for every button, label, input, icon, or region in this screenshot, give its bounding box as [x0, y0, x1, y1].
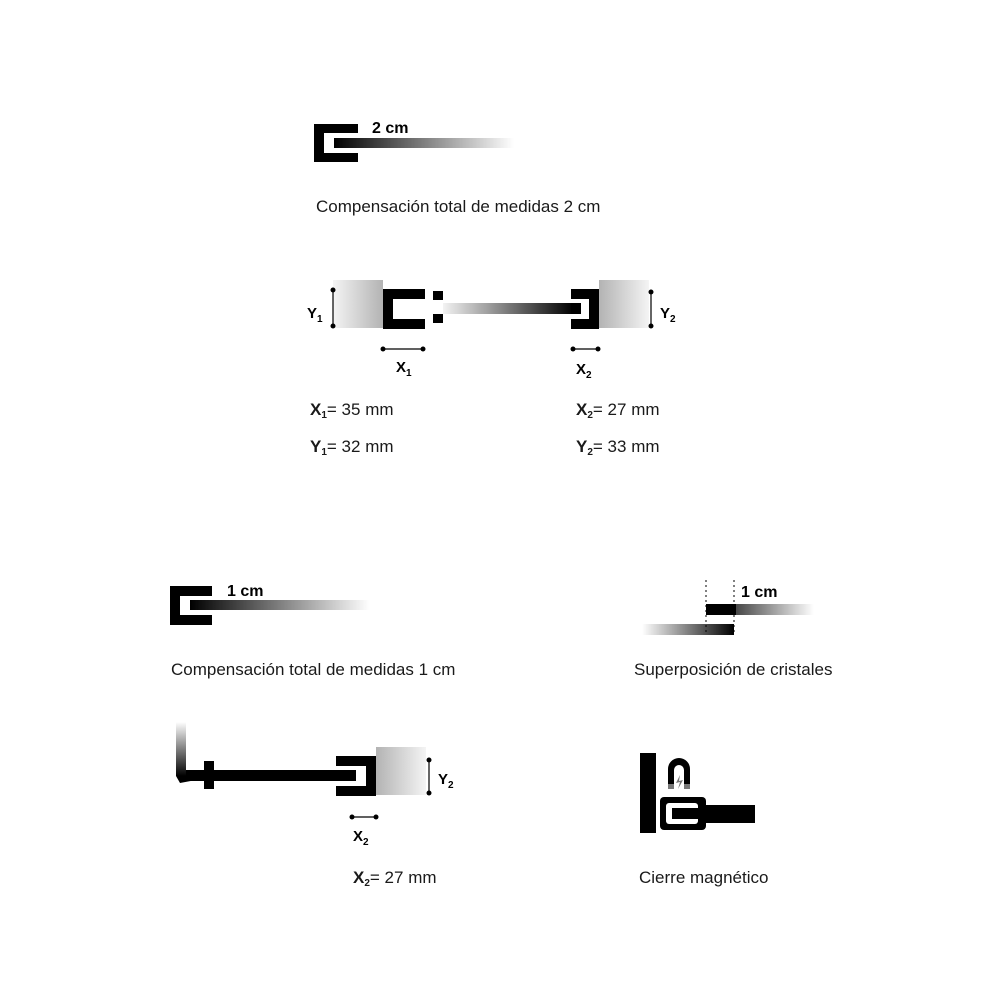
- gap-label: 1 cm: [227, 583, 264, 600]
- compensation-1cm-diagram: [170, 583, 370, 625]
- gradient-rod: [190, 600, 370, 610]
- glass-overlap-diagram: [642, 580, 814, 635]
- adjustment-diagram: [307, 280, 676, 381]
- caption-2cm: Compensación total de medidas 2 cm: [316, 197, 601, 216]
- wall-adjustment-diagram: [176, 722, 454, 848]
- wall-bar: [640, 753, 656, 833]
- connecting-rod: [443, 303, 573, 314]
- caption-magnetic: Cierre magnético: [639, 868, 769, 887]
- right-glass-panel: [599, 280, 649, 328]
- wall-corner: [176, 722, 186, 776]
- label-y1: $Y_1$: [307, 305, 323, 325]
- measurement-y2: $Y_2= 33$ mm: [576, 437, 660, 458]
- label-x2: $X_2$: [353, 828, 369, 848]
- measurement-x2-wall: $X_2= 27$ mm: [353, 868, 437, 889]
- lower-glass: [642, 624, 734, 635]
- label-x2: $X_2$: [576, 361, 592, 381]
- compensation-2cm-diagram: [314, 120, 514, 162]
- label-y2: $Y_2$: [660, 305, 676, 325]
- gap-label: 1 cm: [741, 584, 778, 601]
- caption-1cm: Compensación total de medidas 1 cm: [171, 660, 456, 679]
- label-y2: $Y_2$: [438, 771, 454, 791]
- measurement-y1: $Y_1= 32$ mm: [310, 437, 394, 458]
- glass-panel: [376, 747, 426, 795]
- magnet-icon: [668, 758, 690, 789]
- door-glass: [698, 805, 755, 823]
- gradient-rod: [334, 138, 514, 148]
- left-glass-panel: [333, 280, 383, 328]
- magnetic-closure-diagram: [640, 753, 755, 833]
- connecting-rod: [186, 770, 344, 781]
- measurement-x1: $X_1= 35$ mm: [310, 400, 394, 421]
- measurement-x2: $X_2= 27$ mm: [576, 400, 660, 421]
- caption-overlap: Superposición de cristales: [634, 660, 833, 679]
- gap-label: 2 cm: [372, 120, 409, 137]
- label-x1: $X_1$: [396, 359, 412, 379]
